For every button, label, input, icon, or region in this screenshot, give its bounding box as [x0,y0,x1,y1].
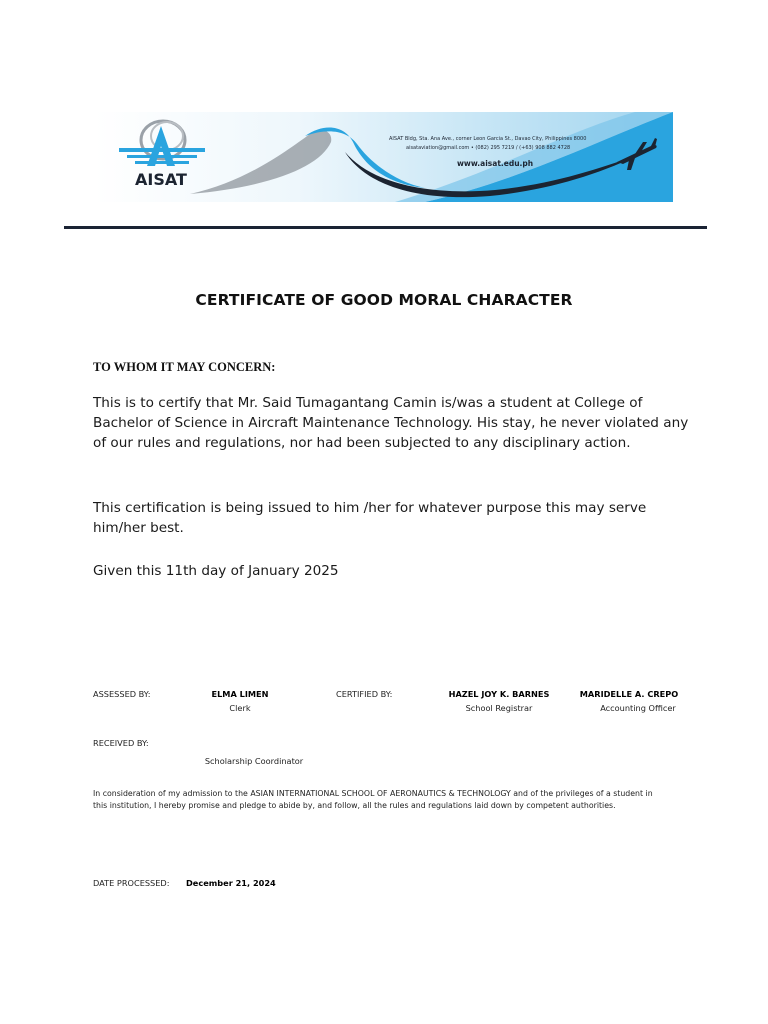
body-paragraph-2: This certification is being issued to him /her for whatever purpose this may serve him/her best. [93,500,647,536]
assessed-by-name: ELMA LIMEN [211,689,269,699]
certified-by-role-2: Accounting Officer [600,703,676,713]
school-website: www.aisat.edu.ph [457,159,534,168]
header-banner [95,112,673,202]
document-title: CERTIFICATE OF GOOD MORAL CHARACTER [195,291,573,309]
school-contact: aisataviation@gmail.com • (082) 295 7219 / (+63) 908 882 4728 [406,145,571,151]
received-by-label: RECEIVED BY: [93,738,149,748]
certified-by-label: CERTIFIED BY: [336,689,393,699]
logo-text: AISAT [135,170,187,189]
date-processed-label: DATE PROCESSED: [93,878,170,888]
assessed-by-role: Clerk [229,703,251,713]
date-processed-value: December 21, 2024 [186,878,276,888]
certified-by-role-1: School Registrar [465,703,533,713]
body-paragraph-1: This is to certify that Mr. Said Tumagantang Camin is/was a student at College of Bachelor of Science in Aircraft Maintenance Technology. His stay, he never violated any of our rules and regulations, nor had been subjected to any disciplinary action. [93,395,689,451]
received-by-role: Scholarship Coordinator [204,756,304,766]
salutation: TO WHOM IT MAY CONCERN: [93,360,276,374]
given-date: Given this 11th day of January 2025 [93,563,339,579]
certified-by-name-1: HAZEL JOY K. BARNES [448,689,550,699]
header-divider [64,226,707,229]
assessed-by-label: ASSESSED BY: [93,689,151,699]
certified-by-name-2: MARIDELLE A. CREPO [579,689,679,699]
school-address: AISAT Bldg, Sta. Ana Ave., corner Leon Garcia St., Davao City, Philippines 8000 [389,136,587,142]
pledge-text: In consideration of my admission to the ASIAN INTERNATIONAL SCHOOL OF AERONAUTICS & TECHNOLOGY and of the privileges of a student in this institution, I hereby promise and pledge to abide by, and follow, all the rules and regulations laid down by competent authorities. [93,789,653,810]
